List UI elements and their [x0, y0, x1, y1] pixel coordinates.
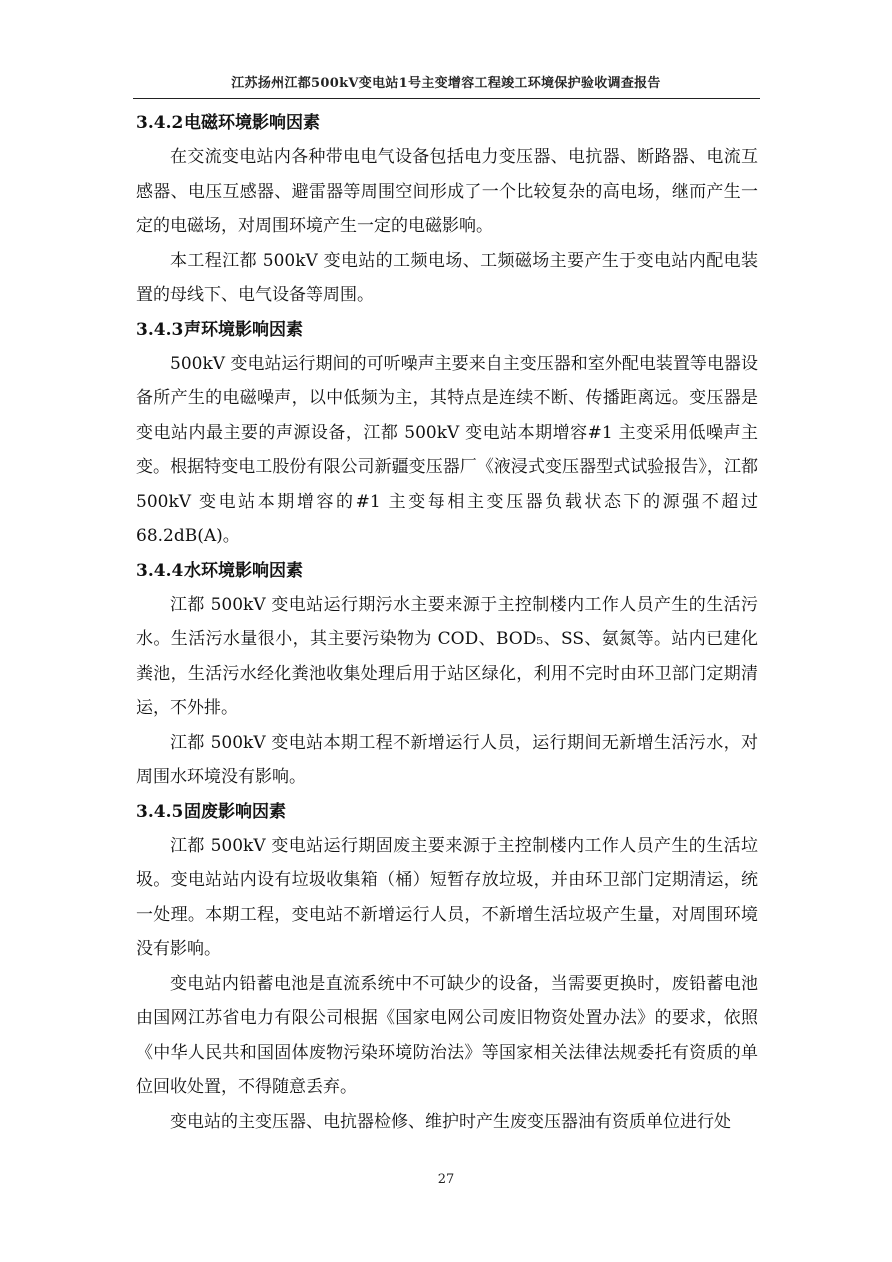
section-number: 3.4.4 — [136, 560, 184, 581]
page-number: 27 — [437, 1172, 455, 1187]
running-header: 江苏扬州江都500kV变电站1号主变增容工程竣工环境保护验收调查报告 — [231, 76, 661, 91]
section-number: 3.4.3 — [136, 319, 184, 340]
section-title: 水环境影响因素 — [184, 560, 303, 581]
header-rule — [133, 98, 760, 99]
paragraph: 在交流变电站内各种带电电气设备包括电力变压器、电抗器、断路器、电流互感器、电压互感器、避雷器等周围空间形成了一个比较复杂的高电场，继而产生一定的电磁场，对周围环境产生一定的电磁影响。 — [136, 147, 758, 236]
section-title: 固废影响因素 — [184, 801, 286, 822]
paragraph: 变电站的主变压器、电抗器检修、维护时产生废变压器油有资质单位进行处 — [170, 1111, 731, 1132]
paragraph: 江都 500kV 变电站运行期固废主要来源于主控制楼内工作人员产生的生活垃圾。变电站站内设有垃圾收集箱（桶）短暂存放垃圾，并由环卫部门定期清运，统一处理。本期工程，变电站不新增运行人员，不新增生活垃圾产生量，对周围环境没有影响。 — [136, 835, 758, 959]
section-heading-3-4-2 — [136, 106, 758, 140]
paragraph: 江都 500kV 变电站运行期污水主要来源于主控制楼内工作人员产生的生活污水。生活污水量很小，其主要污染物为 COD、BOD₅、SS、氨氮等。站内已建化粪池，生活污水经化粪池收集处理后用于站区绿化，利用不完时由环卫部门定期清运，不外排。 — [136, 594, 758, 718]
section-title: 声环境影响因素 — [184, 319, 303, 340]
section-number: 3.4.2 — [136, 113, 184, 133]
section-number: 3.4.5 — [136, 801, 184, 822]
section-title: 电磁环境影响因素 — [184, 113, 320, 133]
section-heading-3-4-4 — [136, 554, 758, 588]
paragraph: 本工程江都 500kV 变电站的工频电场、工频磁场主要产生于变电站内配电装置的母线下、电气设备等周围。 — [136, 250, 758, 305]
paragraph: 变电站内铅蓄电池是直流系统中不可缺少的设备，当需要更换时，废铅蓄电池由国网江苏省电力有限公司根据《国家电网公司废旧物资处置办法》的要求，依照《中华人民共和国固体废物污染环境防治法》等国家相关法律法规委托有资质的单位回收处置，不得随意丢弃。 — [136, 973, 758, 1097]
page-content — [136, 106, 758, 1139]
section-heading-3-4-5 — [136, 795, 758, 829]
paragraph: 500kV 变电站运行期间的可听噪声主要来自主变压器和室外配电装置等电器设备所产生的电磁噪声，以中低频为主，其特点是连续不断、传播距离远。变压器是变电站内最主要的声源设备，江都 500kV 变电站本期增容#1 主变采用低噪声主变。根据特变电工股份有限公司新疆变压器厂《液浸式变压器型式试验报告》，江都 500kV 变电站本期增容的#1 主变每相主变压器负载状态下的源强不超过 68.2dB(A)。 — [136, 353, 758, 546]
paragraph: 江都 500kV 变电站本期工程不新增运行人员，运行期间无新增生活污水，对周围水环境没有影响。 — [136, 732, 758, 787]
section-heading-3-4-3 — [136, 313, 758, 347]
